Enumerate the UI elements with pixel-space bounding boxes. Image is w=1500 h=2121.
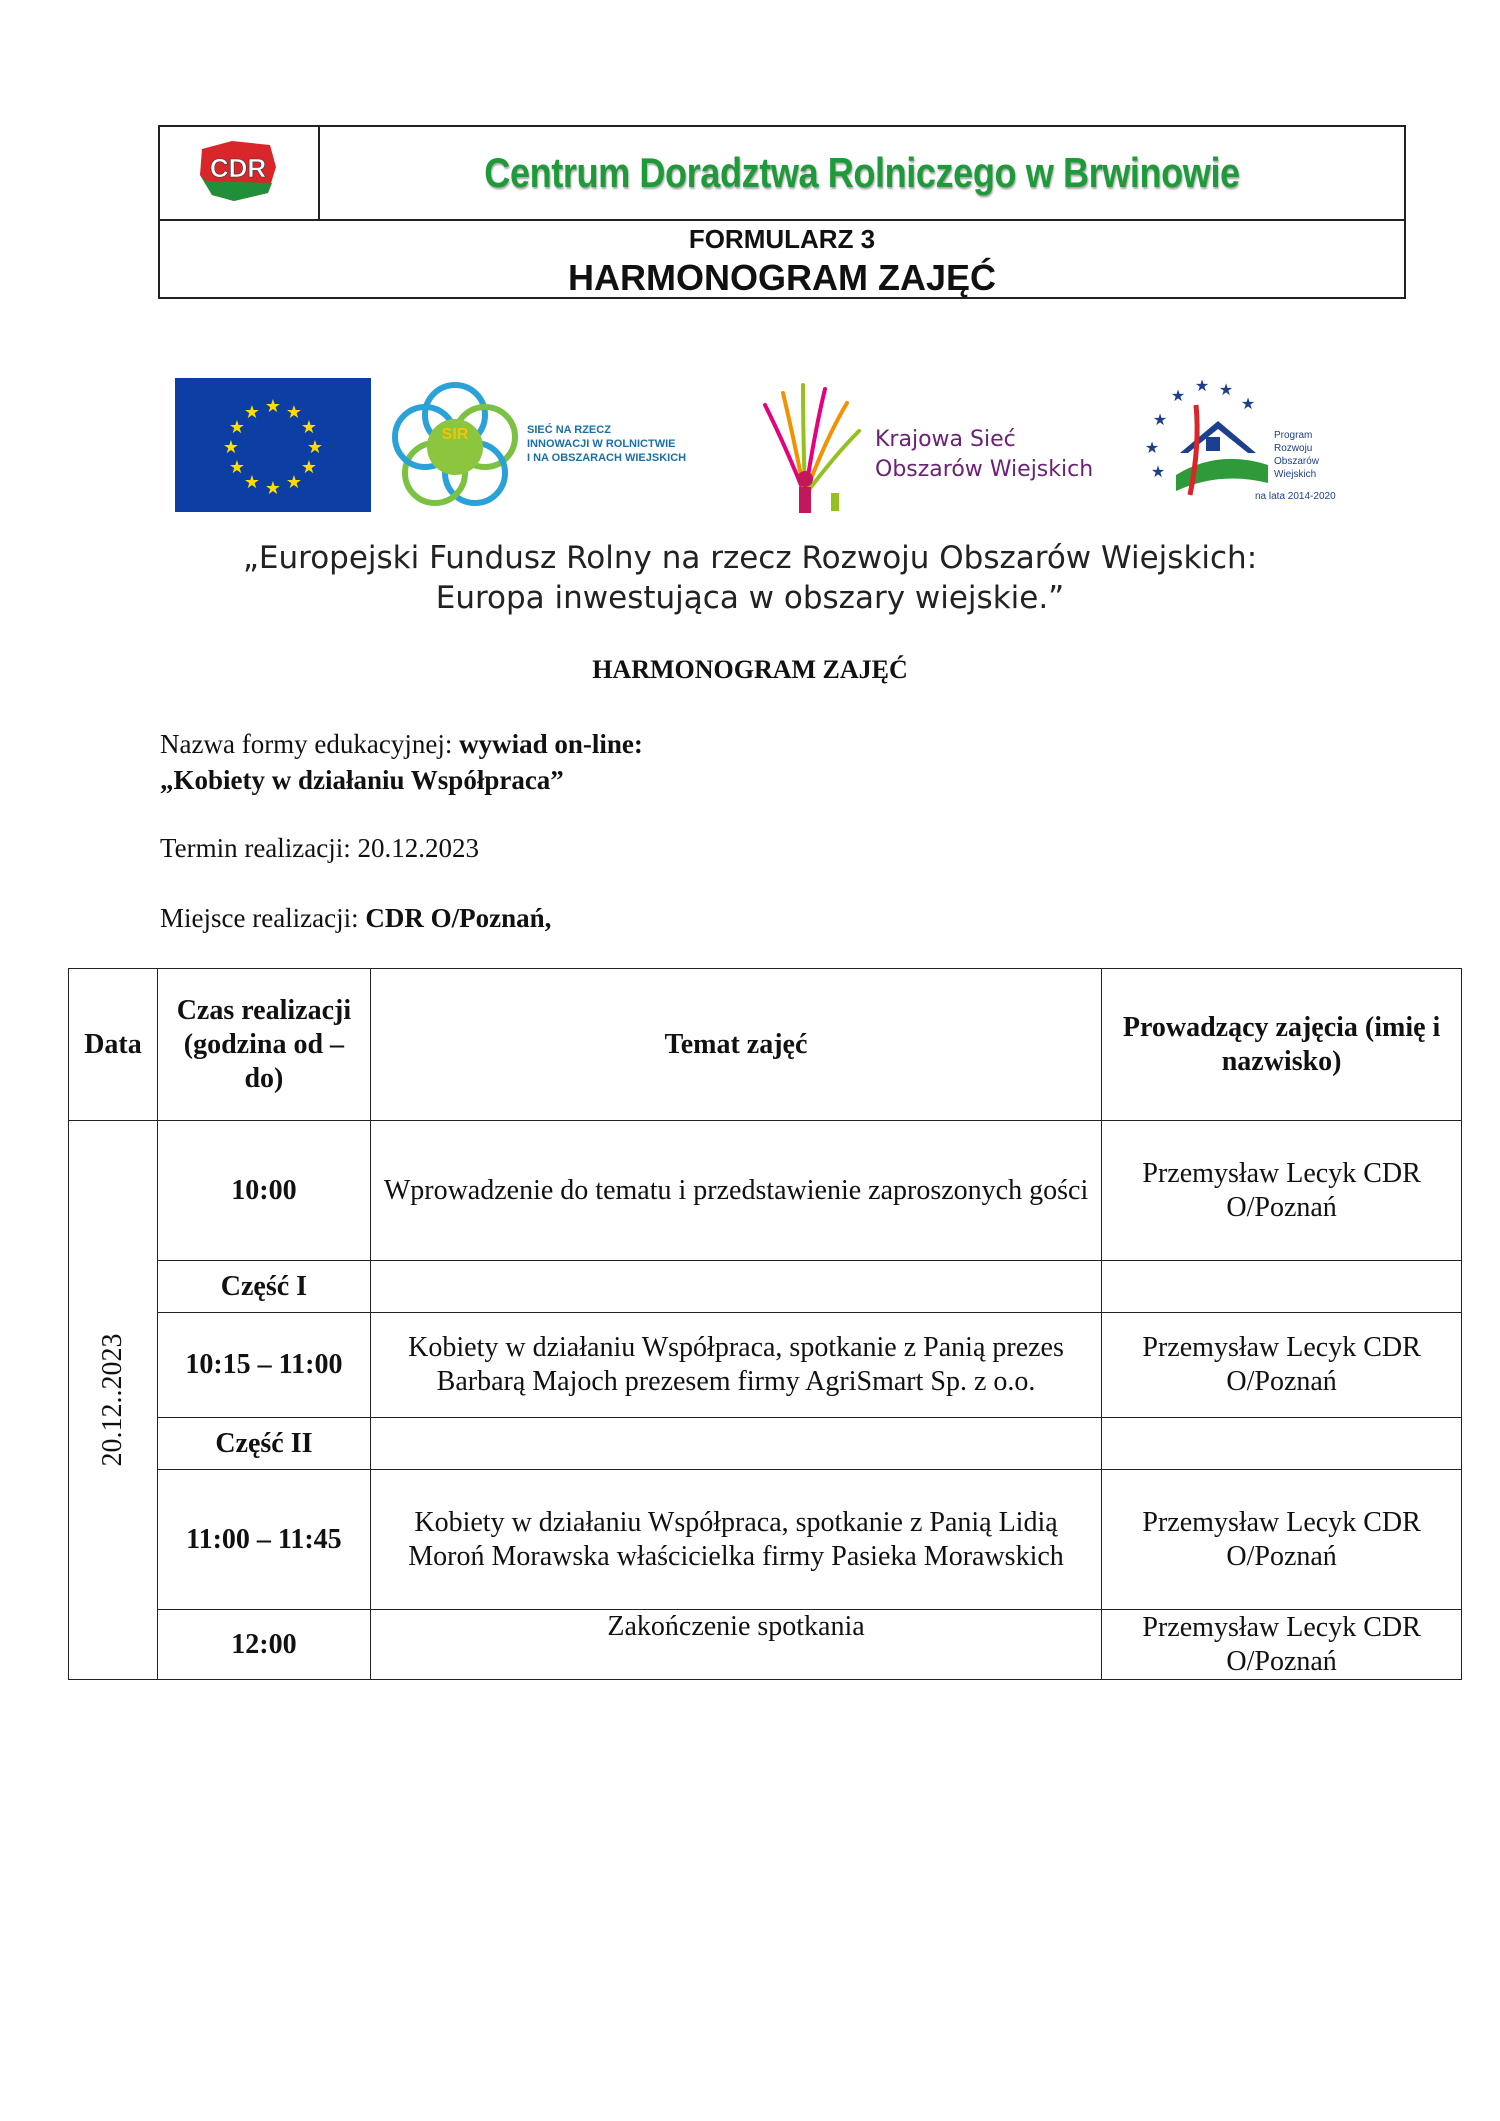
svg-text:★: ★ (1144, 438, 1160, 457)
form-name-title: „Kobiety w działaniu Współpraca” (160, 765, 564, 795)
topic-cell: Zakończenie spotkania (370, 1610, 1101, 1680)
cdr-logo-icon (160, 127, 316, 217)
cdr-logo (160, 127, 320, 219)
svg-text:★: ★ (306, 437, 324, 458)
sir-badge-text: SIR (441, 426, 469, 443)
sir-logo-text (527, 423, 686, 465)
sir-line-1: SIEĆ NA RZECZ (527, 424, 611, 436)
table-header-row (69, 969, 1462, 1121)
header-time: Czas realizacji (godzina od – do) (157, 969, 370, 1121)
topic-cell: Kobiety w działaniu Współpraca, spotkanie z Panią Lidią Moroń Morawska właścicielka firmy Pasieka Morawskich (370, 1470, 1101, 1610)
date-info: Termin realizacji: 20.12.2023 (160, 833, 480, 863)
prow-line-4: Wiejskich (1274, 469, 1317, 480)
prow-line-3: Obszarów (1274, 456, 1320, 467)
ksow-line-2: Obszarów Wiejskich (875, 457, 1094, 482)
table-row (69, 1418, 1462, 1470)
table-row (69, 1470, 1462, 1610)
header-date: Data (69, 969, 158, 1121)
ksow-logo-text (875, 425, 1093, 485)
svg-text:★: ★ (1152, 410, 1168, 429)
table-row (69, 1121, 1462, 1261)
organization-name: Centrum Doradztwa Rolniczego w Brwinowie (484, 149, 1240, 196)
svg-text:★: ★ (300, 457, 318, 478)
table-row (69, 1261, 1462, 1313)
svg-text:★: ★ (228, 417, 246, 438)
svg-text:★: ★ (300, 417, 318, 438)
place-value: CDR O/Poznań, (365, 903, 552, 933)
header-top-row (160, 127, 1404, 221)
date-vertical-text: 20.12..2023 (96, 1333, 128, 1467)
date-cell (69, 1121, 158, 1680)
prow-years: na lata 2014-2020 (1255, 491, 1336, 502)
prow-line-2: Rozwoju (1274, 443, 1313, 454)
svg-text:★: ★ (1194, 376, 1210, 395)
svg-text:★: ★ (1218, 380, 1234, 399)
sir-line-2: INNOWACJI W ROLNICTWIE (527, 438, 676, 450)
prow-logo-text (1274, 429, 1319, 481)
host-cell: Przemysław Lecyk CDR O/Poznań (1102, 1121, 1462, 1261)
svg-text:★: ★ (285, 402, 303, 423)
schedule-subtitle: HARMONOGRAM ZAJĘĆ (592, 655, 908, 684)
host-cell (1102, 1261, 1462, 1313)
svg-text:★: ★ (1170, 386, 1186, 405)
form-name-value: wywiad on-line: (459, 729, 643, 759)
header-host: Prowadzący zajęcia (imię i nazwisko) (1102, 969, 1462, 1121)
svg-text:★: ★ (285, 472, 303, 493)
table-row (69, 1313, 1462, 1418)
ksow-line-1: Krajowa Sieć (875, 427, 1016, 452)
sir-line-3: I NA OBSZARACH WIEJSKICH (527, 452, 687, 464)
host-cell (1102, 1418, 1462, 1470)
part-cell: Część I (157, 1261, 370, 1313)
svg-text:★: ★ (264, 396, 282, 417)
eu-stars-icon (175, 378, 371, 512)
cdr-logo-text: CDR (209, 153, 267, 183)
svg-text:★: ★ (228, 457, 246, 478)
form-name-label: Nazwa formy edukacyjnej: (160, 729, 460, 759)
topic-cell: Wprowadzenie do tematu i przedstawienie zaproszonych gości (370, 1121, 1101, 1261)
slogan-line-2: Europa inwestująca w obszary wiejskie.” (435, 580, 1065, 616)
part-cell: Część II (157, 1418, 370, 1470)
time-cell: 12:00 (157, 1610, 370, 1680)
topic-cell (370, 1261, 1101, 1313)
time-cell: 10:00 (157, 1121, 370, 1261)
place-label: Miejsce realizacji: (160, 903, 366, 933)
slogan-line-1: „Europejski Fundusz Rolny na rzecz Rozwoju Obszarów Wiejskich: (242, 540, 1258, 576)
host-cell: Przemysław Lecyk CDR O/Poznań (1102, 1610, 1462, 1680)
prow-line-1: Program (1274, 430, 1313, 441)
host-cell: Przemysław Lecyk CDR O/Poznań (1102, 1470, 1462, 1610)
time-cell: 10:15 – 11:00 (157, 1313, 370, 1418)
topic-cell: Kobiety w działaniu Współpraca, spotkanie z Panią prezes Barbarą Majoch prezesem firmy AgriSmart Sp. z o.o. (370, 1313, 1101, 1418)
form-label: FORMULARZ 3 (688, 224, 876, 254)
svg-text:★: ★ (243, 402, 261, 423)
eafrd-slogan (0, 538, 1500, 618)
host-cell: Przemysław Lecyk CDR O/Poznań (1102, 1313, 1462, 1418)
svg-text:★: ★ (264, 478, 282, 499)
table-row (69, 1610, 1462, 1680)
eu-flag-logo (175, 378, 371, 512)
svg-text:★: ★ (1150, 462, 1166, 481)
svg-text:★: ★ (1240, 394, 1256, 413)
form-name-info (160, 726, 643, 798)
header-form-box (160, 220, 1404, 299)
ksow-tree-icon (755, 375, 865, 515)
topic-cell (370, 1418, 1101, 1470)
prow-logo (1140, 375, 1360, 515)
ksow-logo (755, 375, 1095, 515)
svg-text:★: ★ (243, 472, 261, 493)
sir-flower-icon (385, 375, 525, 515)
schedule-table (68, 968, 1462, 1680)
svg-text:★: ★ (222, 437, 240, 458)
sir-network-logo (385, 375, 725, 515)
document-header (158, 125, 1406, 299)
header-topic: Temat zajęć (370, 969, 1101, 1121)
form-title: HARMONOGRAM ZAJĘĆ (568, 257, 996, 298)
place-info (160, 900, 551, 936)
time-cell: 11:00 – 11:45 (157, 1470, 370, 1610)
